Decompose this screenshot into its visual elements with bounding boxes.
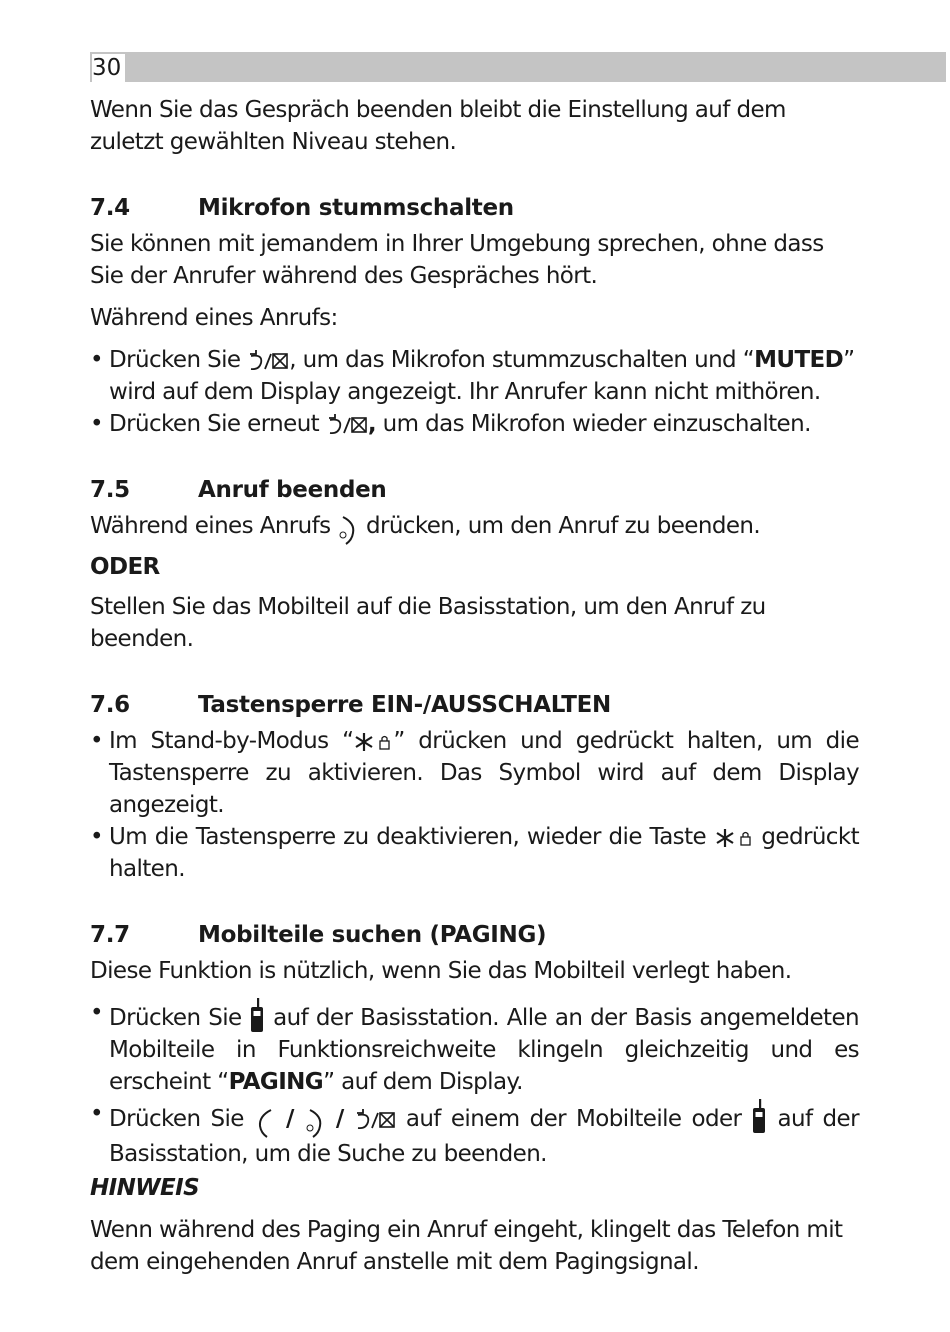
s76-bullet-2 — [90, 821, 859, 885]
paging-phone-icon — [751, 1098, 767, 1134]
section-number: 7.6 — [90, 692, 130, 718]
bullet-text: Drücken Sie — [109, 1106, 244, 1132]
bullet-text: auf der Basisstation, um die Suche zu beenden. — [109, 1106, 859, 1167]
bullet-text: ” wird auf dem Display angezeigt. Ihr Anrufer kann nicht mithören. — [109, 347, 855, 405]
s74-bullet-2 — [90, 408, 859, 440]
section-7-7-heading — [90, 919, 859, 951]
bullet-text: ” drücken und gedrückt halten, um die Tastensperre zu aktivieren. Das Symbol wird auf dem Display angezeigt. — [109, 728, 860, 818]
bullet-dot: • — [90, 728, 103, 754]
bullet-text: , um das Mikrofon stummzuschalten und “ — [289, 347, 755, 373]
s74-bullet-1 — [90, 344, 859, 408]
paragraph-text: drücken, um den Anruf zu beenden. — [365, 513, 761, 539]
bullet-text: / — [285, 1106, 294, 1132]
bullet-text: um das Mikrofon wieder einzuschalten. — [375, 411, 811, 437]
bullet-text: Um die Tastensperre zu deaktivieren, wieder die Taste — [109, 824, 707, 850]
paging-phone-icon — [249, 997, 265, 1033]
bullet-text: Drücken Sie erneut — [109, 411, 320, 437]
section-title: Tastensperre EIN-/AUSSCHALTEN — [198, 692, 612, 718]
bullet-text: Drücken Sie — [109, 347, 241, 373]
star-lock-icon — [353, 731, 393, 753]
bullet-text: auf einem der Mobilteile oder — [405, 1106, 742, 1132]
s77-bullet-1 — [90, 997, 859, 1098]
s76-bullet-1 — [90, 725, 859, 821]
page-content — [90, 94, 859, 1278]
bullet-text: / — [335, 1106, 344, 1132]
section-7-4-heading — [90, 192, 859, 224]
bullet-text: ” auf dem Display. — [323, 1069, 523, 1095]
s77-bullet-2 — [90, 1098, 859, 1170]
section-number: 7.5 — [90, 477, 130, 503]
talk-icon — [254, 1104, 276, 1138]
bullet-dot: • — [90, 1000, 103, 1026]
paging-label: PAGING — [228, 1069, 324, 1095]
paragraph-text: Während eines Anrufs — [90, 513, 331, 539]
section-7-6-heading — [90, 689, 859, 721]
section-title: Mobilteile suchen (PAGING) — [198, 922, 547, 948]
s77-paragraph-1: Diese Funktion is nützlich, wenn Sie das Mobilteil verlegt haben. — [90, 958, 792, 984]
bullet-dot: • — [90, 347, 103, 373]
bullet-text: Im Stand-by-Modus “ — [109, 728, 354, 754]
section-title: Mikrofon stummschalten — [198, 195, 514, 221]
mute-clear-icon — [326, 414, 368, 436]
bullet-text: gedrückt halten. — [109, 824, 859, 882]
s74-paragraph-2: Während eines Anrufs: — [90, 305, 338, 331]
bullet-text: Drücken Sie — [109, 1005, 242, 1031]
section-number: 7.4 — [90, 195, 130, 221]
section-number: 7.7 — [90, 922, 130, 948]
muted-label: MUTED — [754, 347, 844, 373]
bullet-dot: • — [90, 411, 103, 437]
header-bar — [90, 52, 946, 82]
mute-clear-icon — [247, 350, 289, 372]
intro-paragraph: Wenn Sie das Gespräch beenden bleibt die Einstellung auf dem zuletzt gewählten Niveau stehen. — [90, 97, 786, 155]
hang-up-icon — [337, 511, 359, 545]
hang-up-icon — [304, 1104, 326, 1138]
s75-paragraph-1 — [90, 510, 859, 545]
bullet-dot: • — [90, 1101, 103, 1127]
note-paragraph: Wenn während des Paging ein Anruf eingeht, klingelt das Telefon mit dem eingehenden Anruf anstelle mit dem Pagingsignal. — [90, 1217, 843, 1275]
page-number: 30 — [92, 54, 125, 82]
bullet-text: auf der Basisstation. Alle an der Basis angemeldeten Mobilteile in Funktionsreichweite klingeln gleichzeitig und es erscheint “ — [109, 1005, 860, 1095]
s74-paragraph-1: Sie können mit jemandem in Ihrer Umgebung sprechen, ohne dass Sie der Anrufer während des Gespräches hört. — [90, 231, 824, 289]
star-lock-icon — [714, 827, 754, 849]
bullet-text: , — [367, 411, 376, 437]
bullet-dot: • — [90, 824, 103, 850]
oder-label: ODER — [90, 554, 160, 580]
hinweis-label: HINWEIS — [90, 1175, 200, 1201]
mute-clear-icon — [354, 1109, 396, 1131]
section-title: Anruf beenden — [198, 477, 387, 503]
s75-paragraph-2: Stellen Sie das Mobilteil auf die Basisstation, um den Anruf zu beenden. — [90, 594, 766, 652]
section-7-5-heading — [90, 474, 859, 506]
